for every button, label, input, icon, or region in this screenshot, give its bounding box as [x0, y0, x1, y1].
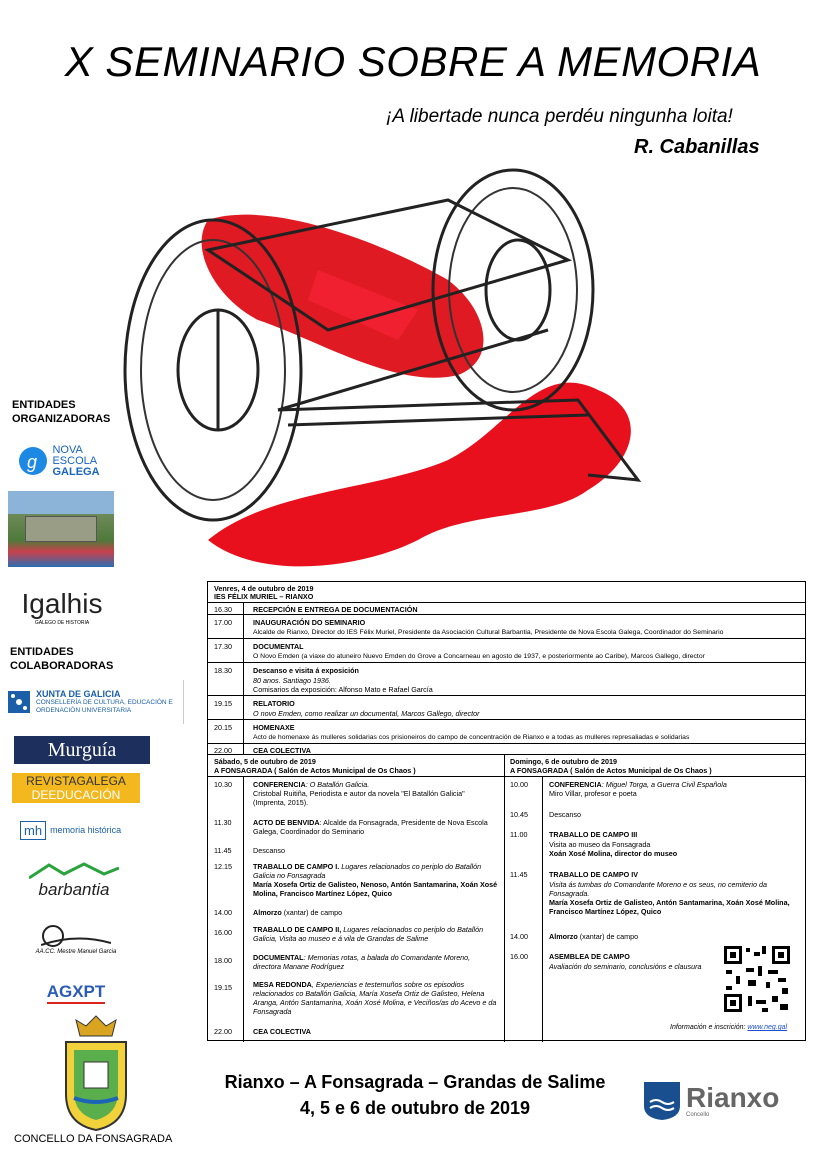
event-title: RECEPCIÓN E ENTREGA DE DOCUMENTACIÓN [253, 605, 418, 614]
footer-locations: Rianxo – A Fonsagrada – Grandas de Salime [224, 1072, 606, 1092]
hand-icon [41, 923, 111, 949]
event-detail: Descanso [253, 846, 285, 855]
logo-text: NOVA [52, 443, 83, 456]
time: 20.15 [214, 723, 232, 732]
xunta-logo [8, 680, 184, 724]
logo-text: DEEDUCACIÓN [31, 788, 121, 802]
event-detail: 80 anos. Santiago 1936. [253, 676, 331, 685]
event-title: RELATORIO [253, 699, 295, 708]
friday-date: Venres, 4 de outubro de 2019 [214, 584, 314, 593]
event-title: TRABALLO DE CAMPO II, [253, 925, 342, 934]
time: 16.30 [214, 605, 232, 614]
time: 12.15 [214, 862, 232, 871]
school-photo [8, 491, 114, 567]
friday-place: IES FÉLIX MURIEL – RIANXO [214, 592, 314, 601]
event-detail: , Experiencias e testemuños sobre os episodios relacionados co Batallón Galicia, María Xosefa Ortiz de Galisteo, Helena Aranga, Antón Santamarina, Xoán Xosé Molina, e Veciños/as do Acevo e da Fonsagrada [253, 980, 497, 1016]
time: 11.45 [214, 846, 232, 855]
event-detail: Avaliación do seminario, conclusións e clausura [549, 962, 702, 971]
divider [208, 719, 805, 720]
quote-author: R. Cabanillas [634, 136, 760, 158]
event-detail: O novo Emden, como realizar un documental, Marcos Gallego, director [253, 709, 480, 718]
time: 14.00 [510, 932, 528, 941]
divider [208, 662, 805, 663]
event-detail: Acto de homenaxe ás mulleres solidarias cos prisioneiros do campo de concentración de Rianxo e a todas as mulleres represaliadas e solidarias [253, 734, 690, 741]
saturday-place: A FONSAGRADA ( Salón de Actos Municipal de Os Chaos ) [214, 766, 416, 775]
event-detail: (xantar) de campo [281, 908, 343, 917]
divider [208, 776, 805, 777]
mountain-icon [29, 862, 119, 880]
time: 22.00 [214, 1027, 232, 1036]
logo-text: memoria histórica [50, 825, 122, 835]
logo-text: ESCOLA [52, 454, 98, 467]
logo-text: CONSELLERÍA DE CULTURA, EDUCACIÓN E ORDENACIÓN UNIVERSITARIA [36, 699, 173, 714]
time: 17.00 [214, 618, 232, 627]
logo-text: AA.CC. Mestre Manuel Garcia [35, 949, 117, 955]
rianxo-logo [642, 1078, 804, 1124]
revista-logo [12, 773, 140, 803]
event-detail: Descanso [549, 810, 581, 819]
event-detail: O Novo Emden (a viaxe do atuneiro Nuevo Emden do Grove a Concarneau en agosto de 1937, e posteriormente ao Caribe), Marcos Gallego, director [253, 653, 705, 660]
event-title: CEA COLECTIVA [253, 746, 311, 755]
event-title: Almorzo [549, 932, 578, 941]
svg-text:g: g [27, 452, 38, 472]
rianxo-logo-sub: Concello [686, 1112, 710, 1118]
event-detail: María Xosefa Ortiz de Galisteo, Nenoso, Antón Santamarina, Xoán Xosé Molina, Francisco Martínez López, Quico [253, 880, 498, 898]
schedule-table [207, 581, 806, 1041]
event-title: CONFERENCIA [549, 780, 602, 789]
igalhis-logo [12, 585, 112, 629]
time: 19.15 [214, 983, 232, 992]
page-title: X SEMINARIO SOBRE A MEMORIA [64, 38, 762, 85]
concello-fonsagrada-label: CONCELLO DA FONSAGRADA [14, 1133, 173, 1145]
event-title: ACTO DE BENVIDA [253, 818, 320, 827]
divider [208, 638, 805, 639]
event-detail: : Memorias rotas, a balada do Comandante Moreno, directora Manane Rodríguez [253, 953, 471, 971]
event-title: Almorzo [253, 908, 282, 917]
event-title: Descanso e visita á exposición [253, 666, 359, 675]
event-detail: : O Batallón Galicia. [305, 780, 370, 789]
logo-text: Igalhis [21, 588, 103, 619]
event-title: ASEMBLEA DE CAMPO [549, 952, 630, 961]
event-detail: Xoán Xosé Molina, director do museo [549, 849, 678, 858]
event-detail: Alcalde de Rianxo, Director do IES Félix Muriel, Presidente da Asociación Cultural Barbantia, Presidente de Nova Escola Galega, Coordinador do Seminario [253, 629, 724, 636]
agxpt-logo [10, 978, 142, 1008]
footer-dates: 4, 5 e 6 de outubro de 2019 [299, 1098, 531, 1118]
divider [542, 776, 543, 1042]
divider [504, 754, 505, 1042]
time: 16.00 [510, 952, 528, 961]
event-title: CONFERENCIA [253, 780, 306, 789]
time: 18.30 [214, 666, 232, 675]
time: 17.30 [214, 642, 232, 651]
time: 19.15 [214, 699, 232, 708]
event-detail: Lugares relacionados co periplo do Batallón Galicia no Fonsagrada [253, 862, 482, 880]
time: 14.00 [214, 908, 232, 917]
logo-text: GALEGA [52, 465, 100, 478]
divider [243, 776, 244, 1042]
collaborators-heading: ENTIDADES COLABORADORAS [10, 646, 114, 672]
event-title: TRABALLO DE CAMPO IV [549, 870, 639, 879]
divider [208, 754, 805, 755]
logo-text: GALEGO DE HISTORIA [34, 620, 90, 626]
divider [208, 614, 805, 615]
logo-text: barbantia [38, 880, 110, 899]
event-detail: (xantar) de campo [577, 932, 639, 941]
time: 22.00 [214, 746, 232, 755]
event-title: HOMENAXE [253, 723, 295, 732]
event-title: DOCUMENTAL [253, 642, 304, 651]
time: 11.45 [510, 870, 528, 879]
event-title: TRABALLO DE CAMPO III [549, 830, 638, 839]
event-detail: Visita ás tumbas do Comandante Moreno e os seus, no cemiterio da Fonsagrada. [549, 880, 768, 898]
info-label: Información e inscrición: [670, 1024, 748, 1031]
time: 18.00 [214, 956, 232, 965]
logo-text: AGXPT [47, 982, 106, 1004]
time: 10.30 [214, 780, 232, 789]
nova-escola-icon [18, 444, 48, 478]
nova-escola-galega-logo [8, 437, 110, 485]
sunday-date: Domingo, 6 de outubro de 2019 [510, 757, 618, 766]
divider [243, 602, 244, 754]
event-title: CEA COLECTIVA [253, 1027, 311, 1036]
rianxo-logo-text: Rianxo [686, 1082, 780, 1113]
organizers-heading: ENTIDADES ORGANIZADORAS [12, 399, 111, 425]
divider [208, 602, 805, 603]
time: 11.00 [510, 830, 528, 839]
event-detail: Cristobal Ruitiña, Periodista e autor da novela "El Batallón Galicia" (Imprenta, 2015). [253, 789, 465, 807]
event-detail: Lugares relacionados co periplo do Batallón Galicia, Visita ao museo e á vila de Grandas de Salime [253, 925, 484, 943]
event-title: DOCUMENTAL [253, 953, 304, 962]
time: 10.00 [510, 780, 528, 789]
event-detail: Miro Villar, profesor e poeta [549, 789, 637, 798]
event-detail: : Miguel Torga, a Guerra Civil Española [601, 780, 727, 789]
quote: ¡A libertade nunca perdéu ningunha loita! [386, 106, 733, 127]
divider [208, 695, 805, 696]
time: 10.45 [510, 810, 528, 819]
event-detail: : Alcalde da Fonsagrada, Presidente de Nova Escola Galega, Coordinador do Seminario [253, 818, 488, 836]
murguia-logo: Murguía [14, 736, 150, 764]
divider [208, 743, 805, 744]
qr-code[interactable] [722, 944, 792, 1014]
logo-text: XUNTA DE GALICIA [36, 689, 121, 699]
info-link[interactable]: www.neg.gal [747, 1024, 788, 1031]
event-title: TRABALLO DE CAMPO I. [253, 862, 340, 871]
time: 16.00 [214, 928, 232, 937]
event-title: MESA REDONDA [253, 980, 312, 989]
event-detail: Comisarios da exposición: Alfonso Mato e Rafael García [253, 685, 433, 694]
event-title: INAUGURACIÓN DO SEMINARIO [253, 618, 366, 627]
memoria-historica-logo [20, 815, 146, 845]
event-detail: Visita ao museo da Fonsagrada [549, 840, 651, 849]
logo-text: mh [20, 821, 46, 840]
saturday-date: Sábado, 5 de outubro de 2019 [214, 757, 316, 766]
logo-text: REVISTAGALEGA [26, 774, 126, 788]
cart-illustration [118, 160, 698, 580]
event-detail: María Xosefa Ortiz de Galisteo, Antón Santamarina, Xoán Xosé Molina, Francisco Martínez López, Quico [549, 898, 790, 916]
rianxo-shield-icon [642, 1080, 682, 1122]
sunday-place: A FONSAGRADA ( Salón de Actos Municipal de Os Chaos ) [510, 766, 712, 775]
aacc-logo [30, 916, 122, 962]
barbantia-logo [24, 853, 124, 909]
coat-of-arms [60, 1014, 132, 1132]
time: 11.30 [214, 818, 232, 827]
xunta-icon [8, 691, 30, 713]
